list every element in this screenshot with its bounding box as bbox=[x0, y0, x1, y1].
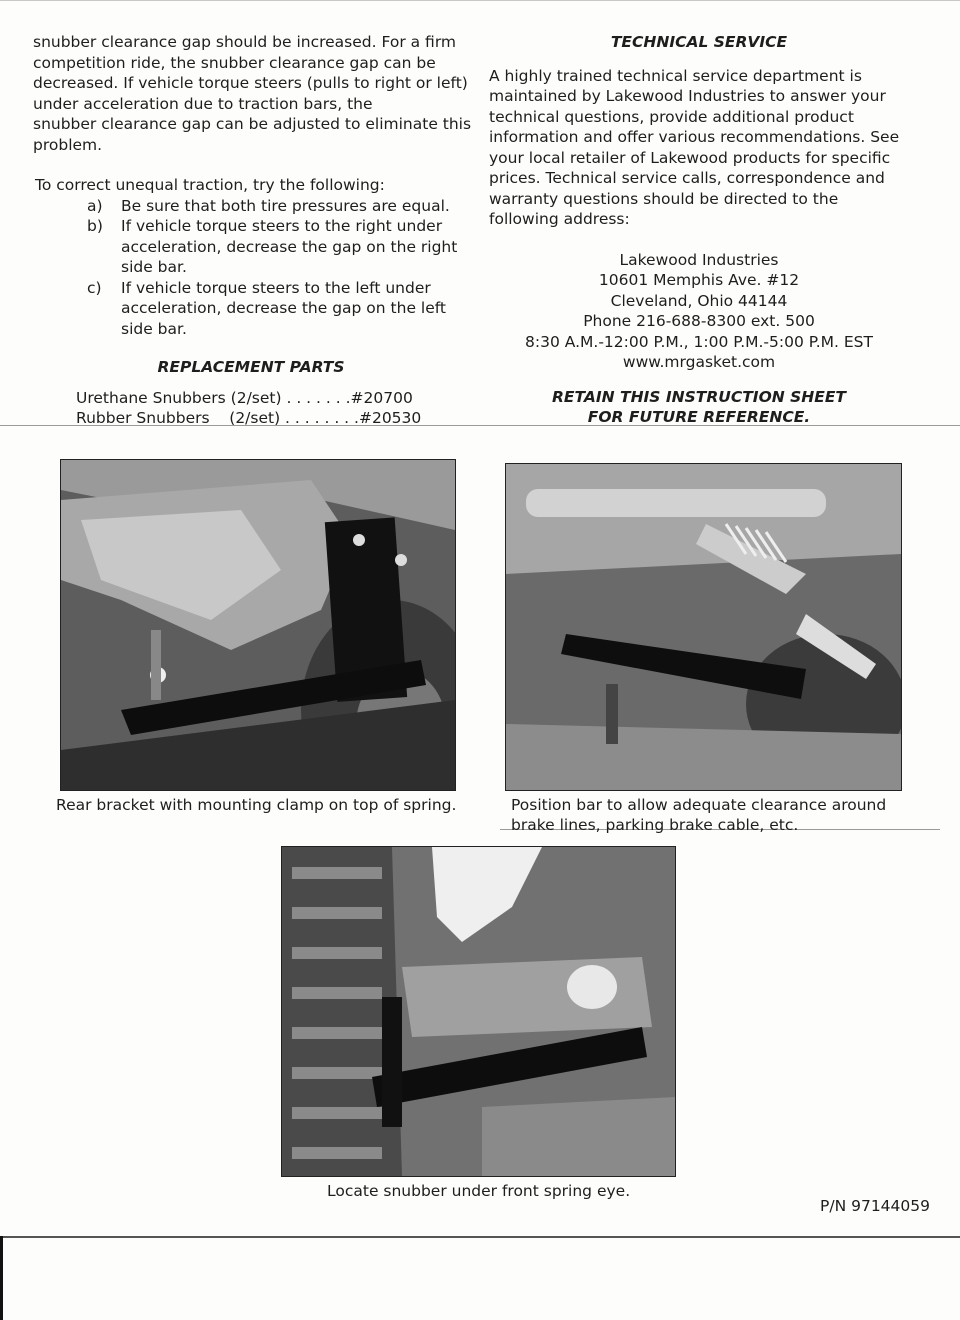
street-address: 10601 Memphis Ave. #12 bbox=[598, 271, 800, 289]
step-marker: c) bbox=[87, 278, 102, 297]
step-marker: b) bbox=[87, 217, 103, 235]
retain-notice-line2: FOR FUTURE REFERENCE. bbox=[587, 408, 811, 426]
paragraph-line: problem. bbox=[33, 135, 103, 154]
position-bar-caption bbox=[511, 795, 886, 835]
snubber-caption: Locate snubber under front spring eye. bbox=[327, 1182, 631, 1200]
step-text: acceleration, decrease the gap on the right bbox=[121, 237, 458, 256]
paragraph-line: A highly trained technical service department is bbox=[489, 66, 862, 85]
traction-steps bbox=[33, 196, 473, 340]
list-item bbox=[33, 278, 473, 340]
company-address bbox=[489, 250, 909, 373]
page-edge-left bbox=[0, 1236, 3, 1320]
paragraph-line: information and offer various recommendations. See bbox=[489, 128, 900, 146]
paragraph-line: prices. Technical service calls, correspondence and bbox=[489, 169, 885, 187]
caption-line: Position bar to allow adequate clearance around bbox=[511, 796, 887, 814]
list-item bbox=[33, 196, 473, 217]
part-number: P/N 97144059 bbox=[820, 1197, 930, 1215]
paragraph-line: following address: bbox=[489, 210, 630, 228]
website: www.mrgasket.com bbox=[622, 353, 776, 371]
paragraph-line: maintained by Lakewood Industries to answer your bbox=[489, 87, 886, 105]
fold-line-top bbox=[0, 0, 960, 1]
rear-bracket-photo bbox=[60, 459, 456, 791]
step-text: side bar. bbox=[121, 258, 187, 276]
list-item bbox=[33, 216, 473, 278]
rear-bracket-caption: Rear bracket with mounting clamp on top of spring. bbox=[56, 796, 457, 814]
parts-list bbox=[76, 388, 473, 429]
step-text: Be sure that both tire pressures are equal. bbox=[121, 196, 450, 215]
phone-number: Phone 216-688-8300 ext. 500 bbox=[583, 312, 815, 330]
paragraph-line: snubber clearance gap should be increased. For a firm bbox=[33, 33, 457, 51]
part-row-urethane: Urethane Snubbers (2/set) . . . . . . .#20700 bbox=[76, 388, 413, 407]
page-edge-bottom bbox=[0, 1236, 960, 1238]
step-text: side bar. bbox=[121, 319, 187, 338]
retain-notice-line1: RETAIN THIS INSTRUCTION SHEET bbox=[551, 387, 847, 406]
paragraph-line: competition ride, the snubber clearance gap can be bbox=[33, 53, 436, 72]
paragraph-line: your local retailer of Lakewood products for specific bbox=[489, 148, 891, 167]
left-column bbox=[33, 32, 473, 429]
step-text: If vehicle torque steers to the right under bbox=[121, 217, 443, 235]
traction-intro: To correct unequal traction, try the following: bbox=[35, 176, 385, 194]
part-row-rubber: Rubber Snubbers (2/set) . . . . . . . .#20530 bbox=[76, 409, 422, 427]
paragraph-line: snubber clearance gap can be adjusted to eliminate this bbox=[33, 115, 472, 133]
technical-service-heading: TECHNICAL SERVICE bbox=[610, 33, 788, 51]
step-text: If vehicle torque steers to the left under bbox=[121, 278, 431, 297]
company-name: Lakewood Industries bbox=[619, 250, 779, 269]
paragraph-line: decreased. If vehicle torque steers (pulls to right or left) bbox=[33, 74, 468, 92]
paragraph-line: technical questions, provide additional product bbox=[489, 107, 854, 126]
position-bar-photo bbox=[505, 463, 902, 791]
caption-line: brake lines, parking brake cable, etc. bbox=[511, 816, 799, 834]
right-column bbox=[489, 32, 909, 428]
replacement-parts-heading: REPLACEMENT PARTS bbox=[157, 358, 345, 376]
step-text: acceleration, decrease the gap on the left bbox=[121, 299, 447, 317]
step-marker: a) bbox=[87, 196, 103, 215]
city-state-zip: Cleveland, Ohio 44144 bbox=[610, 291, 788, 310]
paragraph-line: under acceleration due to traction bars, the bbox=[33, 94, 373, 113]
business-hours: 8:30 A.M.-12:00 P.M., 1:00 P.M.-5:00 P.M. EST bbox=[525, 332, 873, 351]
snubber-photo bbox=[281, 846, 676, 1177]
paragraph-line: warranty questions should be directed to the bbox=[489, 189, 839, 208]
